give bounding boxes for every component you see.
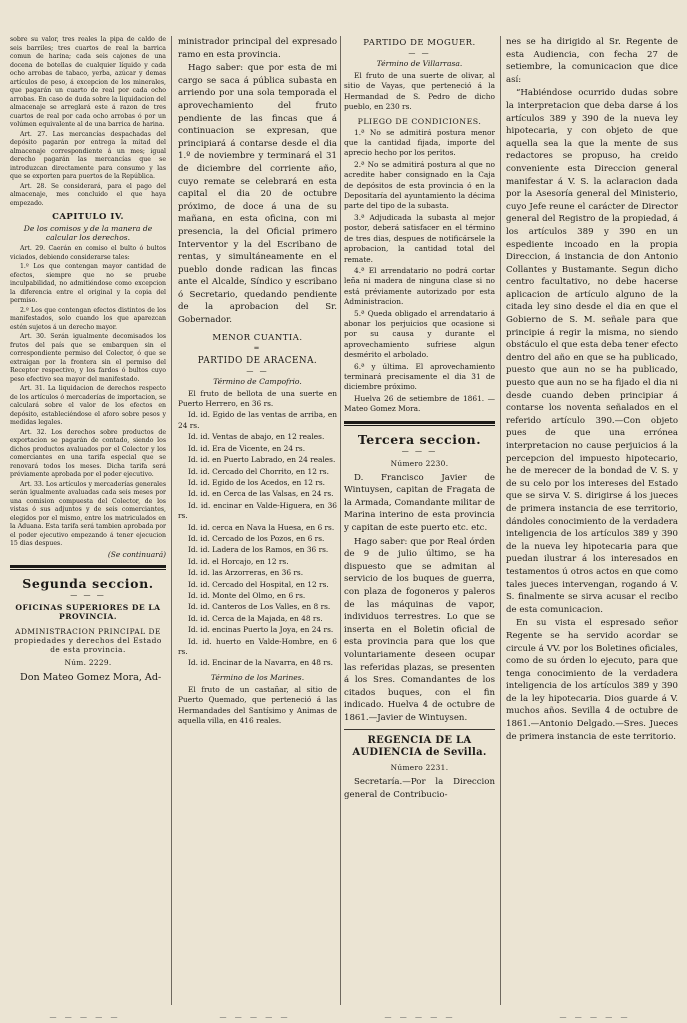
section-heading: Segunda seccion. [22,575,154,591]
ornament-dash: — — — [70,590,106,599]
section-rule [10,565,166,570]
list-item: Id. id. en Puerto Labrado, en 24 reales. [188,455,336,465]
notice-number: Número 2231. [390,763,449,773]
clause-2: 2.º Los que contengan efectos distintos de los manifestados, solo cuando los que aparezcan estén sujetos á un derecho mayor. [10,306,166,331]
footer-dashes: — — — — — [384,1013,456,1021]
partido-heading: PARTIDO DE ARACENA. [197,355,318,366]
paragraph: D. Francisco Javier de Wintuysen, capitan de Fragata de la Armada, Comandante militar de Marina interino de esta provincia y capitan de este puerto etc. etc. [344,472,495,533]
list-item: Id. id. Egido de los Acedos, en 12 rs. [188,477,326,487]
notice-number: Número 2230. [390,458,449,468]
conditions-list [344,128,495,393]
paragraph: El fruto de una suerte de olivar, al sitio de Vayas, que perteneció á la Hermandad de S. Pedro de dicho pueblo, en 230 rs. [344,71,495,112]
list-item: Id. id. encinas Puerto la Joya, en 24 rs. [188,625,334,635]
paragraph: El fruto de un castañar, al sitio de Puerto Quemado, que perteneció á las Hermandades del Santísimo y Animas de aquella villa, en 416 reales. [178,684,337,726]
list-item: Id. id. Encinar de la Navarra, en 48 rs. [188,658,333,668]
article-31: Art. 31. La liquidacion de derechos respecto de los artículos ó mercaderías de importacion, se calculará sobre el valor de los efectos en depósito, estableciéndose el aforo sobre pesos y medidas legales. [10,385,166,426]
section-heading: Tercera seccion. [357,431,482,447]
footer-dashes: — — — — — [219,1013,291,1021]
condition-item: 2.ª No se admitirá postura al que no acredite haber consignado en la Caja de depósitos de esta provincia ó en la Depositaría del ayuntamiento la décima parte del tipo de la subasta. [344,159,495,211]
article-30: Art. 30. Serán igualmente decomisados los frutos del país que se embarquen sin el correspondiente permiso del Colector, ó que se extraigan por la frontera sin el permiso del Receptor respectivo, y los fardos ó bultos cuyo peso efectivo sea mayor del manifestado. [10,333,166,383]
list-item: Id. id. Era de Vicente, en 24 rs. [188,443,306,453]
column-1 [10,36,166,1013]
list-item: Id. id. Cercado de los Pozos, en 6 rs. [188,533,325,543]
paragraph: Hago saber: que por esta de mi cargo se saca á pública subasta en arriendo por una sola temporada el aprovechamiento del fruto pendiente de las fincas que á continuacion se expresan, que principiará á contarse desde el dia 1.º de noviembre y terminará el 31 de diciembre del corriente año, cuyo remate se celebrará en esta capital el dia 20 de octubre próximo, de doce á una de su mañana, en esta oficina, con mi presencia, la del Oficial primero Interventor y la del Escribano de rentas, y simultáneamente en el pueblo donde radican las fincas ante el Alcalde, Síndico y escribano ó Secretario, quedando pendiente de la aprobacion del Sr. Gobernador. [178,63,337,326]
list-item: Id. id. el Horcajo, en 12 rs. [188,556,289,566]
list-item: Id. id. las Arzorreras, en 36 rs. [188,568,304,578]
menor-cuantia-heading: MENOR CUANTIA. [212,332,303,343]
paragraph: Hago saber: que por Real órden de 9 de julio último, se ha dispuesto que se admitan al servicio de los buques de guerra, con plaza de fogoneros y paleros de las máquinas de vapor, individuos terrestres. Lo que se inserta en el Boletin oficial de esta provincia para que los que voluntariamente deseen ocupar las referidas plazas, se presenten á los Sres. Comandantes de los citados buques, con el fin indicado. Huelva 4 de octubre de 1861.—Javier de Wintuysen. [344,536,495,723]
article-28: Art. 28. Se considerará, para el pago del almacenaje, mes concluido el que haya empezado. [10,182,166,207]
column-4 [506,36,678,1013]
signature-line: Huelva 26 de setiembre de 1861. —Mateo Gomez Mora. [344,393,495,414]
list-item: Id. id. Cercado del Chorrito, en 12 rs. [188,466,329,476]
item-list [178,410,337,668]
ornament-dash: ═ [254,343,261,352]
list-item: Id. id. Canteros de Los Valles, en 8 rs. [188,602,331,612]
ornament-dash: — — — [401,446,438,455]
condition-item: 3.ª Adjudicada la subasta al mejor postor, deberá satisfacer en el término de tres dias, despues de notificársele la aprobacion, la cantidad total del remate. [344,212,495,264]
paragraph: ministrador principal del expresado ramo en esta provincia. [178,37,337,60]
partido-heading: PARTIDO DE MOGUER. [363,38,476,48]
condition-item: 6.ª y última. El aprovechamiento terminará precisamente el dia 31 de diciembre próximo. [344,361,495,392]
notice-number: Núm. 2229. [64,657,112,667]
paragraph: sobre su valor, tres reales la pipa de caldo de seis barriles; tres cuartos de real la barrica comun de harina; cada seis cajones de una docena de botellas de cualquier líquido y cada ocho arrobas de tabaco, yerba, azúcar y demas artículos de peso, á excepcion de los minerales, que pagarán un cuarto de real por cada ocho arrobas. En caso de duda sobre la liquidacion del almacenaje se arreglará este á razon de tres cuartos de real por cada ocho arrobas ó por un volúmen equivalente al de una barrica de harina. [10,36,166,128]
column-2 [178,36,337,1013]
condition-item: 4.ª El arrendatario no podrá cortar leña ni madera de ninguna clase si no está préviamente autorizado por esta Administracion. [344,265,495,307]
termino-heading: Término de Villarrasa. [376,59,463,68]
ornament-dash: — — [246,366,269,375]
termino-heading: Término de Campofrio. [213,376,302,386]
paragraph: Don Mateo Gomez Mora, Ad- [20,671,162,683]
paragraph: “Habiéndose ocurrido dudas sobre la interpretacion que deba darse á los artículos 389 y 390 de la nueva ley hipotecaria, y con objeto de que aquella sea la que la mente de sus redactores se propuso, ha creido conveniente esta Direccion general manifestar á V. S. la aclaracion dada por la Asesoría general del Ministerio, cuyo Jefe reune el carácter de Director general del Registro de la propiedad, á los artículos 389 y 390 en un espediente incoado en la propia Direccion, á instancia de don Antonio Collantes y Bustamante. Segun dicho centro facultativo, no debe hacerse aplicacion de artículo alguno de la citada ley sino desde el dia en que el Gobierno de S. M. señale para que principie á regir la misma, no siendo obstáculo el que esta deba tener efecto dentro del año en que se ha publicado, puesto que aun no se ha publicado, puesto que aun no se ha fijado el dia ni desde cuando deben principiar á contarse los noventa señalados en el referido artículo 390.—Con objeto pues de que una errónea interpretacion no cause perjuicios á la percepcion del impuesto hipotecario, he de merecer de la bondad de V. S. y de su celo por los intereses del Estado que se sirva V. S. dirigirse á los jueces de primera instancia de ese territorio, dándoles conocimiento de la verdadera inteligencia de los artículos 389 y 390 de la nueva ley hipotecaria para que puedan ilustrar á los interesados en testamentos ú otros actos en que como tales jueces intervengan, rogando á V. S. finalmente se sirva acusar el recibo de esta comunicacion. [506,88,678,615]
conditions-heading: PLIEGO DE CONDICIONES. [357,116,482,126]
paragraph: En su vista el espresado señor Regente se ha servido acordar se circule á VV. por los Boletines oficiales, como de su órden lo ejecuto, para que tenga conocimiento de la verdadera inteligencia de los artículos 389 y 390 de la ley hipotecaria. Dios guarde á V. muchos años. Sevilla 4 de octubre de 1861.—Antonio Delgado.—Sres. Jueces de primera instancia de este territorio. [506,618,678,742]
list-item: Id. id. Cercado del Hospital, en 12 rs. [188,579,329,589]
article-29: Art. 29. Caerán en comiso el bulto ó bultos viciados, debiendo considerarse tales: [10,245,166,261]
column-divider [340,36,341,1005]
clause-1: 1.º Los que contengan mayor cantidad de efectos, siempre que no se pruebe inculpabilidad, no admitiéndose como excepcion la diferencia entre el original y la copia del permiso. [10,263,166,304]
list-item: Id. id. huerto en Valde-Hombre, en 6 rs. [178,636,337,656]
list-item: Id. id. Egido de las ventas de arriba, en 24 rs. [178,410,337,430]
list-item: Id. id. Ventas de abajo, en 12 reales. [188,432,325,442]
list-item: Id. id. Ladera de los Ramos, en 36 rs. [188,545,329,555]
article-32: Art. 32. Los derechos sobre productos de exportacion se pagarán de contado, siendo los dichos productos avaluados por el Colector y los comerciantes en una tarifa especial que se renovará todos los meses. Dicha tarifa será préviamente aprobada por el poder ejecutivo. [10,428,166,478]
column-3 [344,36,495,1013]
paragraph: Secretaría.—Por la Direccion general de Contribucio- [344,777,495,801]
regencia-heading: REGENCIA DE LA AUDIENCIA de Sevilla. [352,735,487,759]
offices-heading: OFICINAS SUPERIORES DE LA PROVINCIA. [15,602,161,621]
list-item: Id. id. en Cerca de las Valsas, en 24 rs. [188,489,334,499]
divider [344,729,495,730]
footer-dashes: — — — — — [559,1013,631,1021]
termino-heading: Término de los Marines. [210,672,305,682]
article-27: Art. 27. Las mercancías despachadas del depósito pagarán por entrega la mitad del almacenaje correspondiente á un mes; igual derecho pagarán las mercancías que se introduzcan directamente para consumo y las que se exporten para puertos de la República. [10,130,166,180]
continuation-note: (Se continuará) [107,549,166,559]
column-divider [500,36,501,1005]
condition-item: 1.ª No se admitirá postura menor que la cantidad fijada, importe del aprecio hecho por los peritos. [344,127,495,158]
paragraph: nes se ha dirigido al Sr. Regente de esta Audiencia, con fecha 27 de setiembre, la comunicacion que dice así: [506,37,678,85]
administration-heading: ADMINISTRACION PRINCIPAL DE propiedades y derechos del Estado de esta provincia. [14,626,162,654]
ornament-dash: — — [408,49,431,57]
condition-item: 5.ª Queda obligado el arrendatario á abonar los perjuicios que ocasione si por su causa y durante el aprovechamiento sufriese algun desmérito el arbolado. [344,308,495,360]
chapter-subheading: De los comisos y de la manera de calcular los derechos. [23,224,153,242]
list-item: Id. id. cerca en Nava la Huesa, en 6 rs. [188,522,335,532]
paragraph: El fruto de bellota de una suerte en Puerto Herrero, en 36 rs. [178,388,337,409]
list-item: Id. id. Cerca de la Majada, en 48 rs. [188,613,323,623]
column-divider [171,36,172,1005]
article-33: Art. 33. Los artículos y mercaderías generales serán igualmente avaluadas cada seis meses por una comision compuesta del Colector, de los vistas ó sus adjuntos y de seis comerciantes, elegidos por el mismo, entre los matriculados en la Aduana. Esta tarifa será tambien aprobada por el poder ejecutivo empezando á tener ejecucion 15 dias despues. [10,480,166,547]
list-item: Id. id. Monte del Olmo, en 6 rs. [188,590,306,600]
footer-dashes: — — — — — [49,1013,121,1021]
chapter-heading: CAPITULO IV. [52,212,124,222]
list-item: Id. id. encinar en Valde-Higuera, en 36 rs. [178,500,337,521]
section-rule [344,421,495,426]
